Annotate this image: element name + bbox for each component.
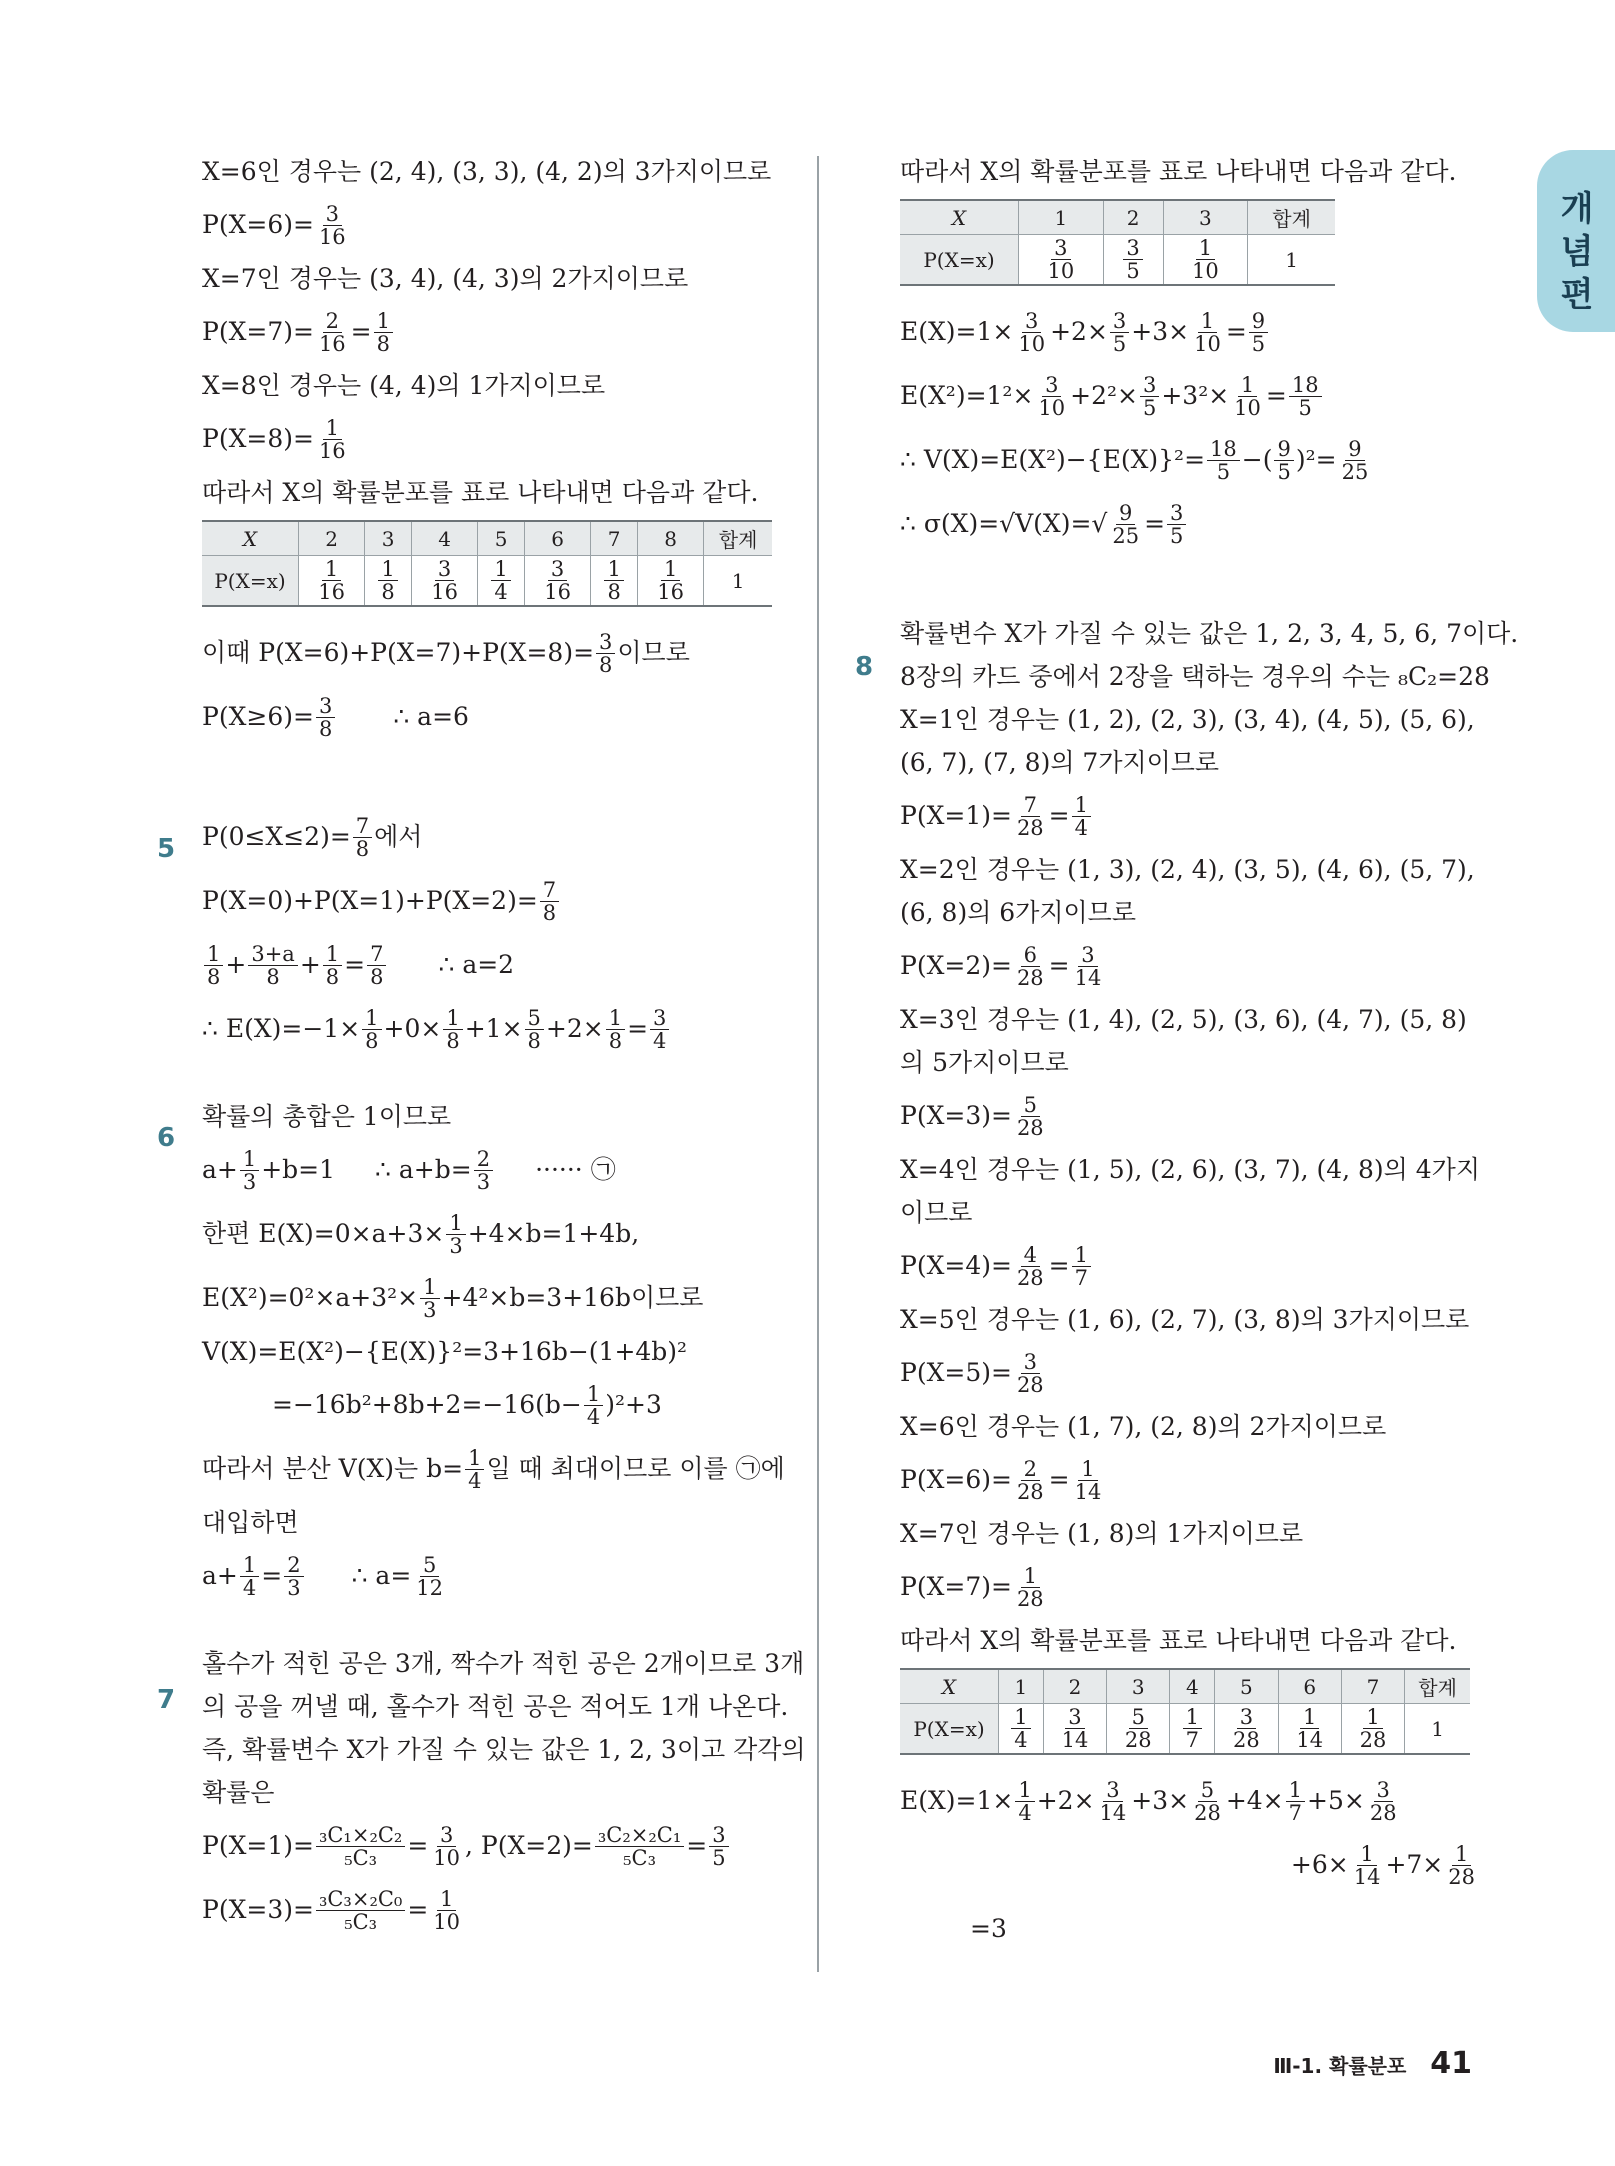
equation: P(X=8)= $\frac{1}{16}$ xyxy=(202,415,346,463)
equation: E(X)=1× $\frac{1}{4}$ +2× $\frac{3}{14}$ +3× $\frac{5}{28}$ +4× $\frac{1}{7}$ +5× $\frac{3}{28}$ xyxy=(900,1777,1397,1825)
equation: E(X²)=0²×a+3²× $\frac{1}{3}$ +4²×b=3+16b이므로 xyxy=(202,1274,704,1322)
text-line: X=6인 경우는 (1, 7), (2, 8)의 2가지이므로 xyxy=(900,1412,1387,1441)
chapter-tab-label: 개념편 xyxy=(1560,189,1594,315)
equation: =3 xyxy=(970,1914,1007,1943)
text-line: 홀수가 적힌 공은 3개, 짝수가 적힌 공은 2개이므로 3개 xyxy=(202,1649,805,1678)
text-line: 따라서 X의 확률분포를 표로 나타내면 다음과 같다. xyxy=(900,1626,1457,1655)
equation: P(X=2)= $\frac{6}{28}$ = $\frac{3}{14}$ xyxy=(900,942,1102,990)
equation: P(X=4)= $\frac{4}{28}$ = $\frac{1}{7}$ xyxy=(900,1234,1480,1298)
equation: 따라서 분산 V(X)는 b= $\frac{1}{4}$ 일 때 최대이므로 이를 ㉠에 xyxy=(202,1445,785,1493)
text-line: X=3인 경우는 (1, 4), (2, 5), (3, 6), (4, 7), (5, 8) xyxy=(900,1005,1467,1034)
equation: P(X=7)= $\frac{2}{16}$ = $\frac{1}{8}$ xyxy=(202,300,787,364)
problem-number-6: 6 xyxy=(157,1123,176,1153)
equation: +6× $\frac{1}{14}$ +7× $\frac{1}{28}$ xyxy=(1290,1841,1475,1889)
text-line: X=5인 경우는 (1, 6), (2, 7), (3, 8)의 3가지이므로 xyxy=(900,1305,1470,1334)
equation: $\frac{1}{8}$ + $\frac{3+a}{8}$ + $\frac{1}{8}$ = $\frac{7}{8}$ ∴ a=2 xyxy=(202,933,787,997)
column-divider xyxy=(817,156,819,1972)
equation: P(X=3)= $\frac{5}{28}$ xyxy=(900,1092,1044,1140)
equation: P(X≥6)= $\frac{3}{8}$ ∴ a=6 xyxy=(202,693,469,741)
text-line: 확률은 xyxy=(202,1778,275,1807)
equation: P(X=0)+P(X=1)+P(X=2)= $\frac{7}{8}$ xyxy=(202,869,787,933)
text-line: 즉, 확률변수 X가 가질 수 있는 값은 1, 2, 3이고 각각의 xyxy=(202,1735,806,1764)
equation: E(X²)=1²× $\frac{3}{10}$ +2²× $\frac{3}{5}$ +3²× $\frac{1}{10}$ = $\frac{18}{5}$ xyxy=(900,364,1480,428)
text-line: X=7인 경우는 (3, 4), (4, 3)의 2가지이므로 xyxy=(202,264,689,293)
text-line: 의 공을 꺼낼 때, 홀수가 적힌 공은 적어도 1개 나온다. xyxy=(202,1692,789,1721)
page-footer xyxy=(1273,2046,1472,2081)
equation: V(X)=E(X²)−{E(X)}²=3+16b−(1+4b)² xyxy=(202,1337,688,1366)
equation: 한편 E(X)=0×a+3× $\frac{1}{3}$ +4×b=1+4b, xyxy=(202,1210,640,1258)
equation: P(X=1)= $\frac{7}{28}$ = $\frac{1}{4}$ xyxy=(900,784,1480,848)
equation: 이때 P(X=6)+P(X=7)+P(X=8)= $\frac{3}{8}$ 이므로 xyxy=(202,629,690,677)
text-line: (6, 7), (7, 8)의 7가지이므로 xyxy=(900,748,1220,777)
equation: ∴ σ(X)=√V(X)=√ $\frac{9}{25}$ = $\frac{3}{5}$ xyxy=(900,492,1480,556)
problem-number-8: 8 xyxy=(855,652,874,682)
equation: ∴ E(X)=−1× $\frac{1}{8}$ +0× $\frac{1}{8}$ +1× $\frac{5}{8}$ +2× $\frac{1}{8}$ = $\frac{3}{4}$ xyxy=(202,997,787,1061)
text-line: X=7인 경우는 (1, 8)의 1가지이므로 xyxy=(900,1519,1304,1548)
probability-table-3: X 1 2 3 4 5 6 7 합계 P(X=x) $\frac{1}{4}$ $\frac{3}{14}$ $\frac{5}{28}$ $\frac{1}{7}$ $\frac{3}{28}$ $\frac{1}{14}$ $\frac{1}{28}$ 1 xyxy=(900,1668,1470,1755)
equation: ∴ V(X)=E(X²)−{E(X)}²= $\frac{18}{5}$ −( $\frac{9}{5}$ )²= $\frac{9}{25}$ xyxy=(900,436,1369,484)
text-line: (6, 8)의 6가지이므로 xyxy=(900,898,1136,927)
equation: E(X)=1× $\frac{3}{10}$ +2× $\frac{3}{5}$ +3× $\frac{1}{10}$ = $\frac{9}{5}$ xyxy=(900,300,1480,364)
equation: a+ $\frac{1}{4}$ = $\frac{2}{3}$ ∴ a= $\frac{5}{12}$ xyxy=(202,1552,444,1600)
probability-table-1: X 2 3 4 5 6 7 8 합계 P(X=x) $\frac{1}{16}$ $\frac{1}{8}$ $\frac{3}{16}$ $\frac{1}{4}$ $\frac{3}{16}$ $\frac{1}{8}$ $\frac{1}{16}$ 1 xyxy=(202,520,772,607)
fraction: $\frac{3}{16}$ xyxy=(318,201,346,249)
equation: P(X=5)= $\frac{3}{28}$ xyxy=(900,1349,1044,1397)
page-number: 41 xyxy=(1430,2046,1472,2081)
text-line: X=1인 경우는 (1, 2), (2, 3), (3, 4), (4, 5), (5, 6), xyxy=(900,705,1475,734)
equation: P(X=3)= $\frac{\text{₃C₃×₂C₀}}{\text{₅C₃}}$ = $\frac{1}{10}$ xyxy=(202,1886,461,1934)
equation: P(0≤X≤2)= $\frac{7}{8}$ 에서 xyxy=(202,813,423,861)
problem-number-7: 7 xyxy=(157,1685,176,1715)
text-line: X=6인 경우는 (2, 4), (3, 3), (4, 2)의 3가지이므로 xyxy=(202,157,772,186)
equation: P(X=7)= $\frac{1}{28}$ xyxy=(900,1563,1044,1611)
text-line: 8장의 카드 중에서 2장을 택하는 경우의 수는 ₈C₂=28 xyxy=(900,662,1490,691)
right-column xyxy=(900,150,1519,1961)
section-label: Ⅲ-1. 확률분포 xyxy=(1273,2054,1407,2078)
text-line: 대입하면 xyxy=(202,1508,299,1537)
text-line: X=4인 경우는 (1, 5), (2, 6), (3, 7), (4, 8)의 4가지 xyxy=(900,1155,1480,1184)
equation: P(X=6)= $\frac{2}{28}$ = $\frac{1}{14}$ xyxy=(900,1456,1102,1504)
equation: P(X=1)= $\frac{\text{₃C₁×₂C₂}}{\text{₅C₃}}$ = $\frac{3}{10}$ , P(X=2)= $\frac{\text{₃C₂×₂C₁}}{\text{₅C₃}}$ = $\frac{3}{5}$ xyxy=(202,1814,787,1878)
text-line: 의 5가지이므로 xyxy=(900,1048,1069,1077)
equation: a+ $\frac{1}{3}$ +b=1 ∴ a+b= $\frac{2}{3}$ ······ ㉠ xyxy=(202,1146,616,1194)
probability-table-2: X 1 2 3 합계 P(X=x) $\frac{3}{10}$ $\frac{3}{5}$ $\frac{1}{10}$ 1 xyxy=(900,199,1335,286)
text-line: 확률의 총합은 1이므로 xyxy=(202,1102,452,1131)
text-line: X=2인 경우는 (1, 3), (2, 4), (3, 5), (4, 6), (5, 7), xyxy=(900,855,1475,884)
equation: P(X=6)= $\frac{3}{16}$ xyxy=(202,193,787,257)
left-column xyxy=(202,150,806,1942)
text-line: 이므로 xyxy=(900,1198,973,1227)
equation: =−16b²+8b+2=−16(b− $\frac{1}{4}$ )²+3 xyxy=(272,1381,662,1429)
text-line: X=8인 경우는 (4, 4)의 1가지이므로 xyxy=(202,371,606,400)
text-line: 따라서 X의 확률분포를 표로 나타내면 다음과 같다. xyxy=(202,478,759,507)
text-line: 따라서 X의 확률분포를 표로 나타내면 다음과 같다. xyxy=(900,157,1457,186)
text-line: 확률변수 X가 가질 수 있는 값은 1, 2, 3, 4, 5, 6, 7이다. xyxy=(900,619,1519,648)
problem-number-5: 5 xyxy=(157,834,176,864)
